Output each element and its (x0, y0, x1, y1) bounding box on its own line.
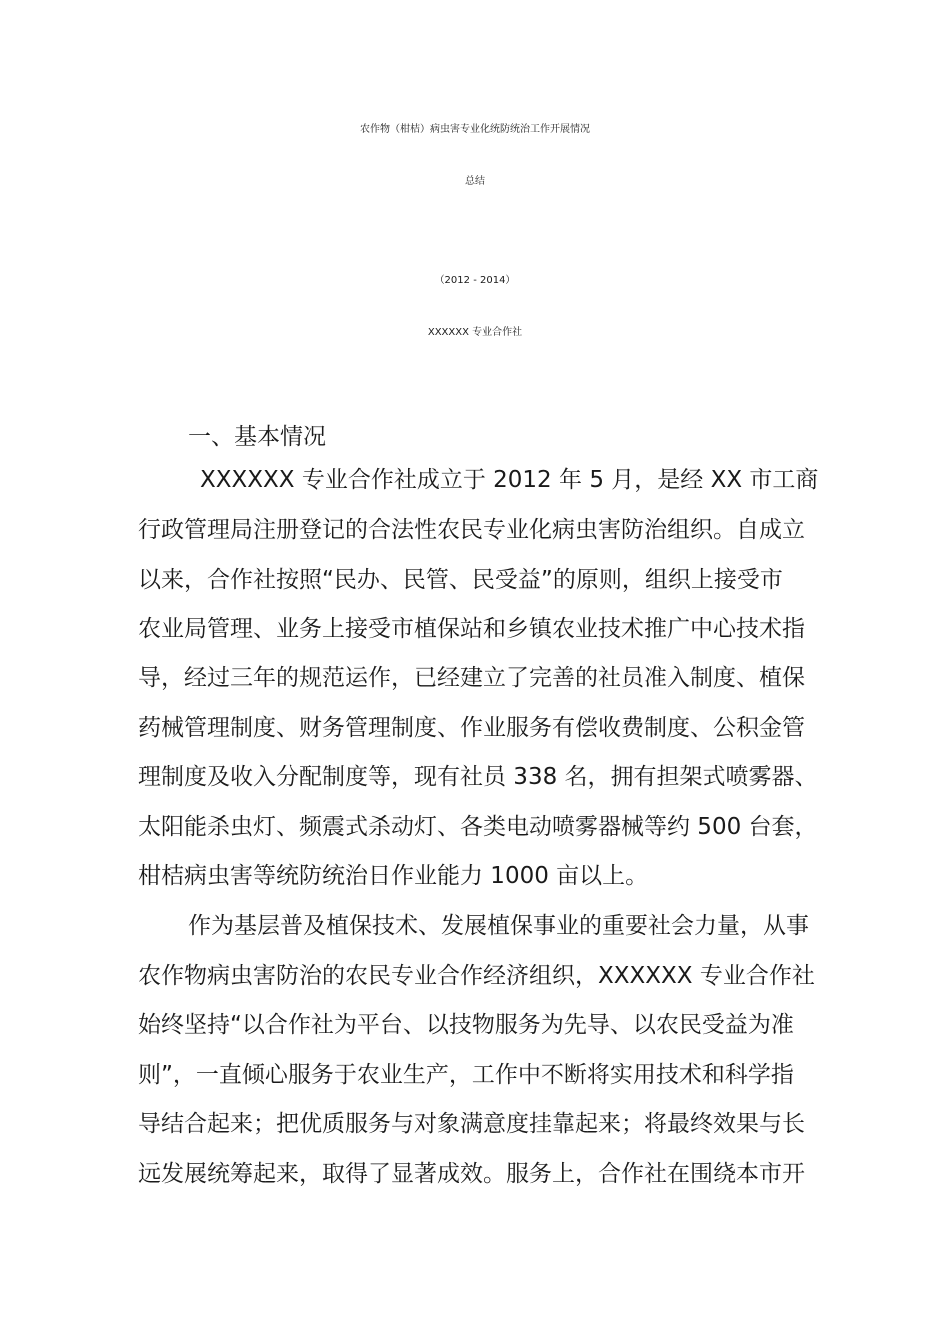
paragraph-2-line: 始终坚持“以合作社为平台、以技物服务为先导、以农民受益为准 (138, 1012, 794, 1038)
paragraph-2-line: 则”，一直倾心服务于农业生产，工作中不断将实用技术和科学指 (138, 1062, 794, 1088)
section-heading: 一、基本情况 (188, 424, 326, 450)
paragraph-1-line: 药械管理制度、财务管理制度、作业服务有偿收费制度、公积金管 (138, 715, 805, 741)
paragraph-1-line: 理制度及收入分配制度等，现有社员 338 名，拥有担架式喷雾器、 (138, 764, 818, 790)
document-title-line-2: 总结 (465, 176, 485, 187)
paragraph-1-line: XXXXXX 专业合作社成立于 2012 年 5 月，是经 XX 市工商 (200, 467, 819, 493)
paragraph-1-line: 以来，合作社按照“民办、民管、民受益”的原则，组织上接受市 (138, 567, 783, 593)
paragraph-2-line: 远发展统筹起来，取得了显著成效。服务上，合作社在围绕本市开 (138, 1161, 805, 1187)
paragraph-1-line: 行政管理局注册登记的合法性农民专业化病虫害防治组织。自成立 (138, 517, 805, 543)
document-title-line-1: 农作物（柑桔）病虫害专业化统防统治工作开展情况 (360, 124, 590, 135)
paragraph-2-line: 导结合起来；把优质服务与对象满意度挂靠起来；将最终效果与长 (138, 1111, 805, 1137)
document-years: （2012 - 2014） (434, 275, 516, 286)
document-organization: XXXXXX 专业合作社 (427, 327, 523, 338)
paragraph-1-line: 柑桔病虫害等统防统治日作业能力 1000 亩以上。 (138, 863, 649, 889)
paragraph-2-line: 农作物病虫害防治的农民专业合作经济组织，XXXXXX 专业合作社 (138, 963, 815, 989)
paragraph-1-line: 农业局管理、业务上接受市植保站和乡镇农业技术推广中心技术指 (138, 616, 805, 642)
paragraph-2-line: 作为基层普及植保技术、发展植保事业的重要社会力量，从事 (188, 913, 809, 939)
paragraph-1-line: 太阳能杀虫灯、频震式杀动灯、各类电动喷雾器械等约 500 台套， (138, 814, 818, 840)
paragraph-1-line: 导，经过三年的规范运作，已经建立了完善的社员准入制度、植保 (138, 665, 805, 691)
